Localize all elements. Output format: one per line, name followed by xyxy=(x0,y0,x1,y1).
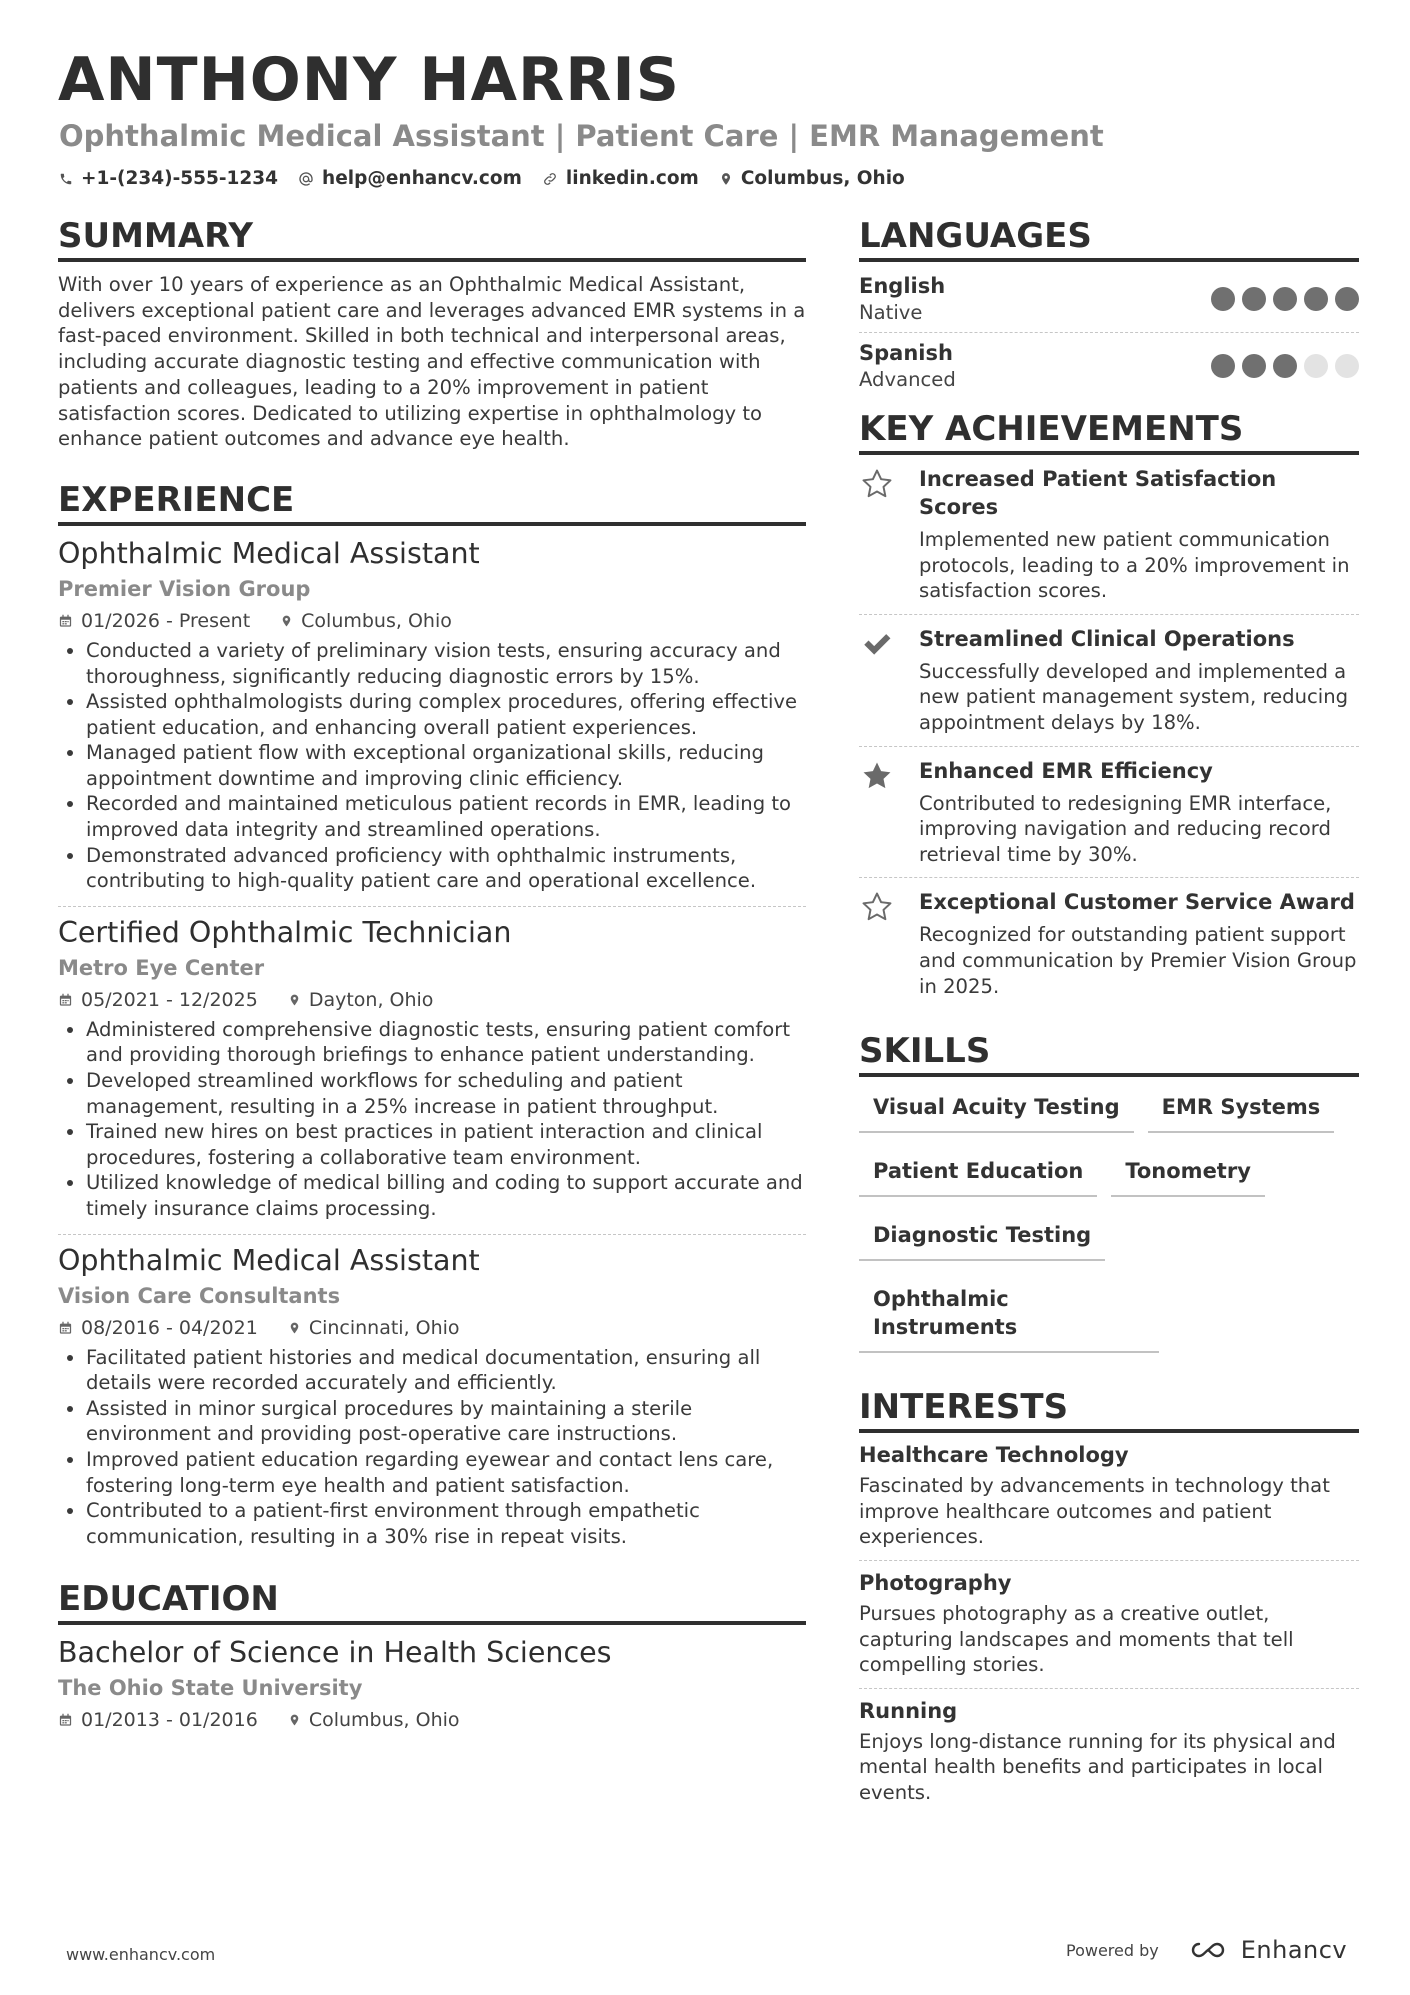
interest-title: Healthcare Technology xyxy=(859,1443,1129,1468)
job-bullet: • Developed streamlined workflows for scheduling and patient management, resulting in a 25% increase in patient throughput. xyxy=(86,1068,806,1119)
rating-dot xyxy=(1242,354,1266,378)
job-bullet: • Managed patient flow with exceptional organizational skills, reducing appointment downtime and improving clinic efficiency. xyxy=(86,740,806,791)
skill-tag: EMR Systems xyxy=(1148,1085,1335,1133)
achievements-section xyxy=(859,407,1359,1009)
achievement-title: Enhanced EMR Efficiency xyxy=(919,758,1213,783)
contact-linkedin[interactable] xyxy=(542,168,699,189)
education-dates-text: 01/2013 - 01/2016 xyxy=(81,1709,258,1732)
enhancv-logo-icon xyxy=(1185,1938,1231,1962)
job-bullet: • Facilitated patient histories and medical documentation, ensuring all details were recorded accurately and efficiently. xyxy=(86,1345,806,1396)
location-text: Columbus, Ohio xyxy=(740,168,905,189)
left-column xyxy=(58,214,806,1739)
achievement-title: Exceptional Customer Service Award xyxy=(919,890,1355,915)
brand-name: Enhancv xyxy=(1240,1936,1348,1964)
job-bullet: • Administered comprehensive diagnostic tests, ensuring patient comfort and providing thorough briefings to enhance patient understanding. xyxy=(86,1017,806,1068)
link-icon xyxy=(542,171,558,187)
rating-dot xyxy=(1304,287,1328,311)
location-pin-icon xyxy=(280,613,293,629)
achievement-title: Streamlined Clinical Operations xyxy=(919,626,1295,651)
job-entry xyxy=(58,906,806,1228)
languages-section xyxy=(859,214,1359,399)
achievement-title: Increased Patient Satisfaction Scores xyxy=(919,467,1277,519)
rating-dot xyxy=(1304,354,1328,378)
education-entry xyxy=(58,1635,806,1739)
achievement-desc: Successfully developed and implemented a new patient management system, reducing appointment delays by 18%. xyxy=(919,659,1349,734)
job-bullets xyxy=(58,638,806,894)
interest-desc: Enjoys long-distance running for its physical and mental health benefits and participates in local events. xyxy=(859,1729,1336,1804)
interest-item xyxy=(859,1688,1359,1816)
contact-location xyxy=(719,168,905,189)
contact-phone[interactable] xyxy=(59,168,278,189)
skill-tag: Visual Acuity Testing xyxy=(859,1085,1134,1133)
job-meta xyxy=(58,1315,806,1341)
star-filled-icon xyxy=(859,759,895,793)
education-title: EDUCATION xyxy=(58,1577,806,1625)
interest-title: Photography xyxy=(859,1570,1012,1595)
degree-title: Bachelor of Science in Health Sciences xyxy=(58,1636,612,1670)
job-meta xyxy=(58,987,806,1013)
job-entry xyxy=(58,1234,806,1556)
powered-by-label: Powered by xyxy=(1066,1940,1159,1960)
achievement-item xyxy=(859,877,1359,1009)
rating-dot xyxy=(1273,287,1297,311)
star-outline-icon xyxy=(859,467,895,501)
job-title: Ophthalmic Medical Assistant xyxy=(58,1243,480,1277)
achievement-item xyxy=(859,614,1359,746)
phone-text: +1-(234)-555-1234 xyxy=(81,168,279,189)
job-bullet: • Improved patient education regarding eyewear and contact lens care, fostering long-term eye health and patient satisfaction. xyxy=(86,1447,806,1498)
linkedin-text: linkedin.com xyxy=(565,168,699,189)
achievement-item xyxy=(859,746,1359,878)
job-location xyxy=(280,608,452,634)
skill-tag: Tonometry xyxy=(1111,1149,1265,1197)
interest-item xyxy=(859,1433,1359,1560)
education-section xyxy=(58,1577,806,1739)
star-outline-icon xyxy=(859,890,895,924)
right-column xyxy=(859,214,1359,1815)
interests-section xyxy=(859,1385,1359,1815)
location-pin-icon xyxy=(288,992,301,1008)
job-title: Certified Ophthalmic Technician xyxy=(58,915,512,949)
achievement-desc: Recognized for outstanding patient support and communication by Premier Vision Group in 2025. xyxy=(919,923,1357,998)
language-rating xyxy=(1204,354,1359,378)
summary-title: SUMMARY xyxy=(58,214,806,262)
experience-title: EXPERIENCE xyxy=(58,478,806,526)
job-meta xyxy=(58,608,806,634)
rating-dot xyxy=(1335,354,1359,378)
job-bullet: • Demonstrated advanced proficiency with ophthalmic instruments, contributing to high-quality patient care and operational excellence. xyxy=(86,843,806,894)
interest-desc: Pursues photography as a creative outlet, capturing landscapes and moments that tell compelling stories. xyxy=(859,1601,1294,1677)
job-dates-text: 08/2016 - 04/2021 xyxy=(81,1316,258,1339)
summary-text: With over 10 years of experience as an Ophthalmic Medical Assistant, delivers exceptional patient care and leverages advanced EMR systems in a fast-paced environment. Skilled in both technical and interpersonal areas, including accurate diagnostic testing and effective communication with patients and colleagues, leading to a 20% improvement in patient satisfaction scores. Dedicated to utilizing expertise in ophthalmology to enhance patient outcomes and advance eye health. xyxy=(58,273,806,451)
interest-desc: Fascinated by advancements in technology that improve healthcare outcomes and patient experiences. xyxy=(859,1474,1330,1549)
job-location-text: Columbus, Ohio xyxy=(301,609,452,632)
job-title: Ophthalmic Medical Assistant xyxy=(58,536,480,570)
achievement-desc: Implemented new patient communication protocols, leading to a 20% improvement in satisfaction scores. xyxy=(919,528,1350,603)
skill-tag: Patient Education xyxy=(859,1149,1097,1197)
job-entry xyxy=(58,536,806,900)
job-location xyxy=(288,987,434,1013)
calendar-icon xyxy=(58,1320,73,1336)
job-bullet: • Assisted in minor surgical procedures by maintaining a sterile environment and providing post-operative care instructions. xyxy=(86,1396,806,1447)
footer-website[interactable]: www.enhancv.com xyxy=(66,1945,216,1964)
location-pin-icon xyxy=(288,1712,301,1728)
calendar-icon xyxy=(58,613,73,629)
skill-tag: Ophthalmic Instruments xyxy=(859,1277,1159,1353)
job-dates-text: 01/2026 - Present xyxy=(81,609,251,632)
job-bullets xyxy=(58,1017,806,1222)
checkmark-icon xyxy=(859,627,895,661)
rating-dot xyxy=(1211,287,1235,311)
language-item xyxy=(859,332,1359,399)
contact-bar xyxy=(59,168,925,189)
summary-section xyxy=(58,214,806,452)
language-rating xyxy=(1204,287,1359,311)
language-item xyxy=(859,266,1359,332)
job-location-text: Cincinnati, Ohio xyxy=(308,1316,460,1339)
rating-dot xyxy=(1242,287,1266,311)
location-pin-icon xyxy=(288,1320,301,1336)
education-meta xyxy=(58,1707,806,1733)
job-company: Metro Eye Center xyxy=(58,955,265,980)
rating-dot xyxy=(1211,354,1235,378)
candidate-tagline: Ophthalmic Medical Assistant | Patient Care | EMR Management xyxy=(59,119,1104,153)
job-bullet: • Conducted a variety of preliminary vision tests, ensuring accuracy and thoroughness, significantly reducing diagnostic errors by 15%. xyxy=(86,638,806,689)
job-dates xyxy=(58,1315,258,1341)
job-bullets xyxy=(58,1345,806,1550)
job-bullet: • Trained new hires on best practices in patient interaction and clinical procedures, fostering a collaborative team environment. xyxy=(86,1119,806,1170)
language-name: Spanish xyxy=(859,341,953,365)
at-icon xyxy=(298,171,314,187)
education-location-text: Columbus, Ohio xyxy=(308,1709,460,1732)
email-text: help@enhancv.com xyxy=(322,168,522,189)
job-bullet: • Assisted ophthalmologists during complex procedures, offering effective patient education, and enhancing overall patient experiences. xyxy=(86,689,806,740)
education-location xyxy=(288,1707,460,1733)
languages-title: LANGUAGES xyxy=(859,214,1359,262)
school-name: The Ohio State University xyxy=(58,1676,363,1701)
interest-title: Running xyxy=(859,1698,958,1723)
language-name: English xyxy=(859,274,946,298)
location-pin-icon xyxy=(719,171,733,187)
experience-section xyxy=(58,478,806,1555)
job-dates xyxy=(58,987,258,1013)
skills-list xyxy=(859,1085,1359,1369)
job-dates-text: 05/2021 - 12/2025 xyxy=(81,988,258,1011)
calendar-icon xyxy=(58,1712,73,1728)
interests-title: INTERESTS xyxy=(859,1385,1359,1433)
achievements-title: KEY ACHIEVEMENTS xyxy=(859,407,1359,455)
job-location xyxy=(288,1315,460,1341)
rating-dot xyxy=(1273,354,1297,378)
skill-tag: Diagnostic Testing xyxy=(859,1213,1105,1261)
language-level: Native xyxy=(859,301,923,324)
interest-item xyxy=(859,1560,1359,1688)
job-company: Vision Care Consultants xyxy=(58,1283,341,1308)
job-bullet: • Contributed to a patient-first environment through empathetic communication, resulting in a 30% rise in repeat visits. xyxy=(86,1498,806,1549)
job-bullet: • Utilized knowledge of medical billing and coding to support accurate and timely insurance claims processing. xyxy=(86,1170,806,1221)
language-level: Advanced xyxy=(859,368,956,391)
footer-brand[interactable] xyxy=(1066,1936,1347,1964)
phone-icon xyxy=(59,172,73,186)
rating-dot xyxy=(1335,287,1359,311)
job-company: Premier Vision Group xyxy=(58,576,311,601)
calendar-icon xyxy=(58,992,73,1008)
education-dates xyxy=(58,1707,258,1733)
job-location-text: Dayton, Ohio xyxy=(308,988,434,1011)
job-bullet: • Recorded and maintained meticulous patient records in EMR, leading to improved data integrity and streamlined operations. xyxy=(86,791,806,842)
achievement-item xyxy=(859,455,1359,614)
job-dates xyxy=(58,608,250,634)
skills-section xyxy=(859,1029,1359,1369)
candidate-name: ANTHONY HARRIS xyxy=(58,45,680,115)
contact-email[interactable] xyxy=(298,168,522,189)
skills-title: SKILLS xyxy=(859,1029,1359,1077)
achievement-desc: Contributed to redesigning EMR interface, improving navigation and reducing record retrieval time by 30%. xyxy=(919,791,1332,866)
